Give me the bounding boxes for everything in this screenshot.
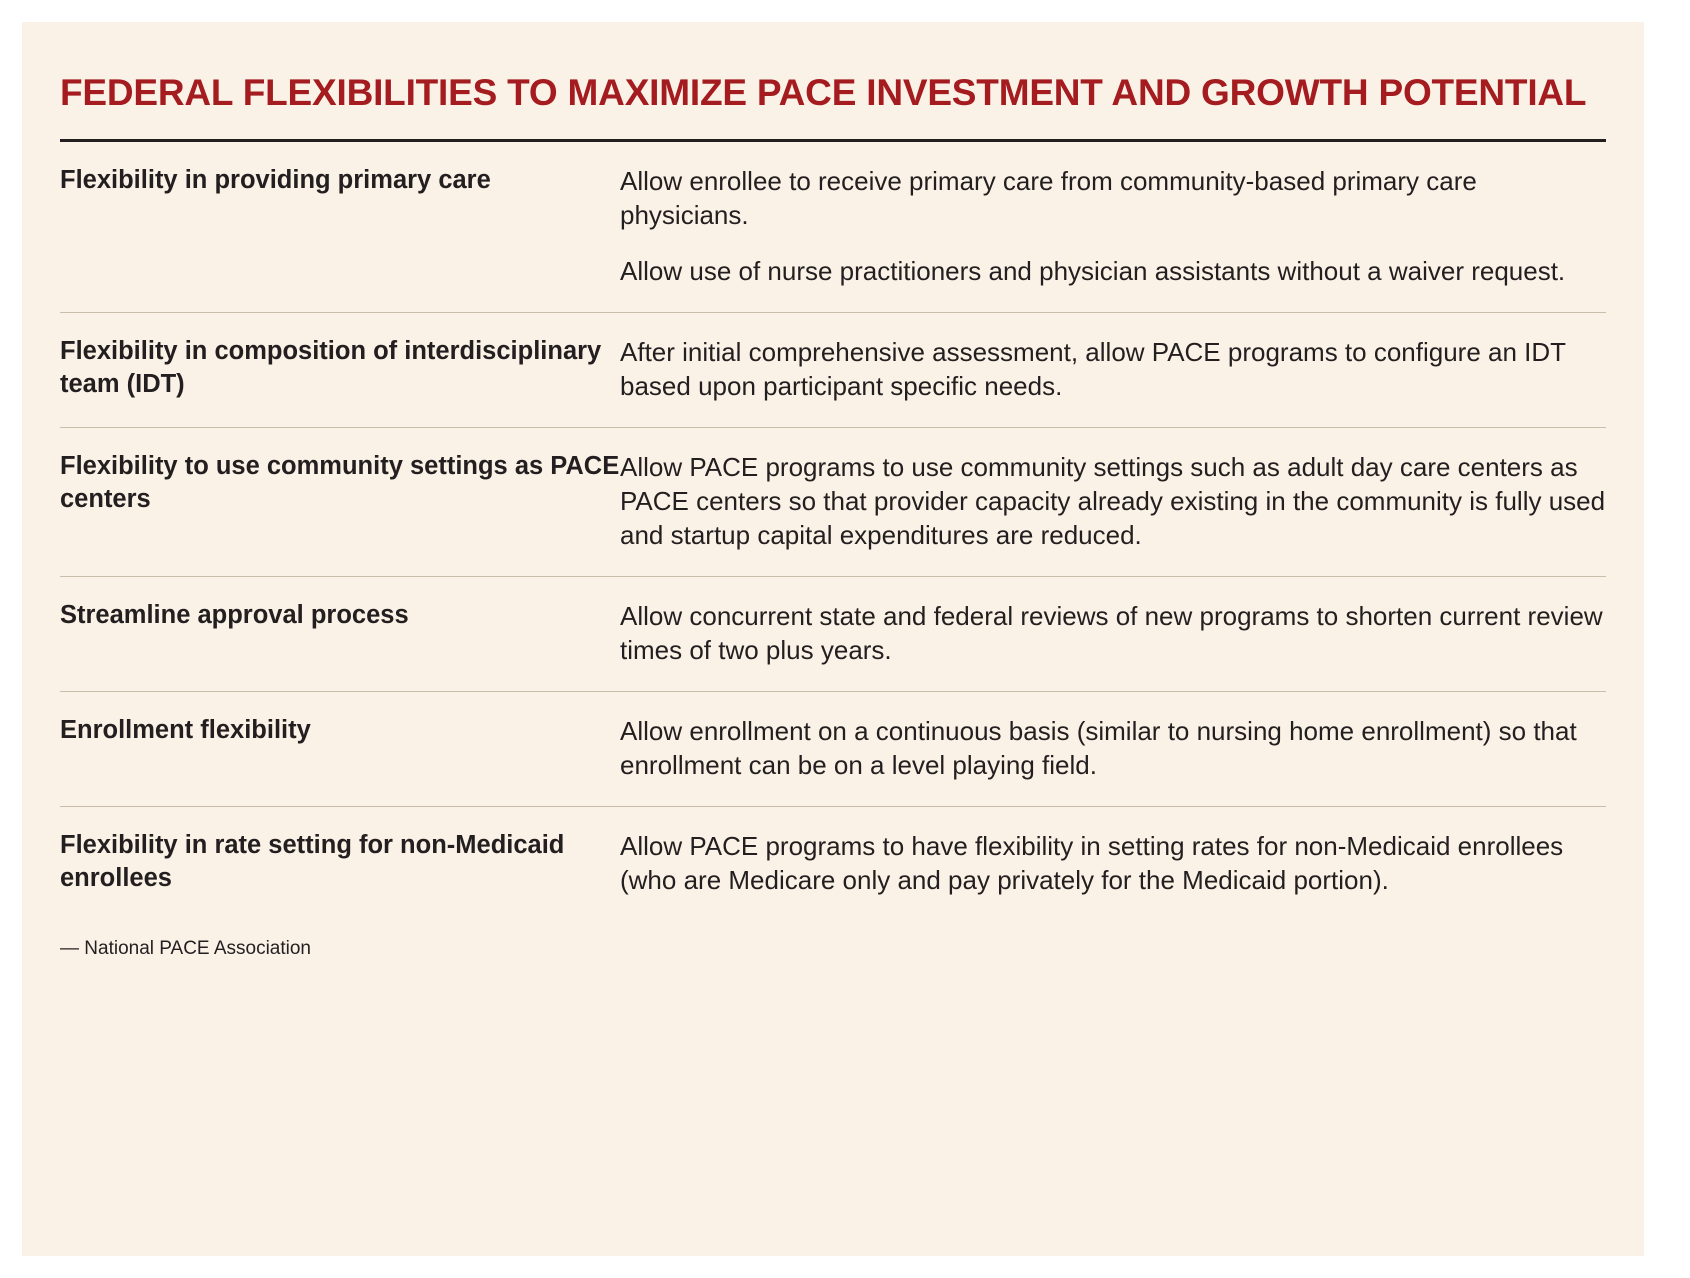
row-paragraph: Allow use of nurse practitioners and physician assistants without a waiver request. xyxy=(620,255,1566,286)
table-row xyxy=(60,807,1606,922)
row-label: Flexibility in providing primary care xyxy=(60,142,620,313)
table-row xyxy=(60,577,1606,692)
row-paragraph: Allow PACE programs to have flexibility in setting rates for non-Medicaid enrollees (who are Medicare only and pay privately for the Medicaid portion). xyxy=(620,831,1564,896)
row-description xyxy=(620,142,1606,313)
row-description xyxy=(620,312,1606,427)
row-paragraph: Allow concurrent state and federal reviews of new programs to shorten current review times of two plus years. xyxy=(620,601,1603,666)
row-description xyxy=(620,577,1606,692)
table-row xyxy=(60,312,1606,427)
row-label: Flexibility in rate setting for non-Medicaid enrollees xyxy=(60,831,565,893)
page-title: FEDERAL FLEXIBILITIES TO MAXIMIZE PACE INVESTMENT AND GROWTH POTENTIAL xyxy=(60,72,1587,113)
row-paragraph: Allow enrollment on a continuous basis (similar to nursing home enrollment) so that enrollment can be on a level playing field. xyxy=(620,716,1577,781)
row-description xyxy=(620,807,1606,922)
source-credit: — National PACE Association xyxy=(60,937,311,959)
row-paragraph: Allow enrollee to receive primary care from community-based primary care physicians. xyxy=(620,165,1477,230)
table-card xyxy=(22,22,1644,1256)
row-label: Streamline approval process xyxy=(60,577,620,692)
table-row xyxy=(60,428,1606,577)
row-label: Flexibility in composition of interdisciplinary team (IDT) xyxy=(60,312,620,427)
table-row xyxy=(60,692,1606,807)
row-label: Flexibility to use community settings as PACE centers xyxy=(60,428,620,577)
row-label: Enrollment flexibility xyxy=(60,692,620,807)
row-paragraph: Allow PACE programs to use community settings such as adult day care centers as PACE centers so that provider capacity already existing in the community is fully used and startup capital expenditures are reduced. xyxy=(620,452,1606,551)
row-description xyxy=(620,692,1606,807)
flexibilities-table xyxy=(60,142,1606,922)
row-description xyxy=(620,428,1606,577)
row-paragraph: After initial comprehensive assessment, allow PACE programs to configure an IDT based upon participant specific needs. xyxy=(620,336,1566,402)
table-row xyxy=(60,142,1606,313)
